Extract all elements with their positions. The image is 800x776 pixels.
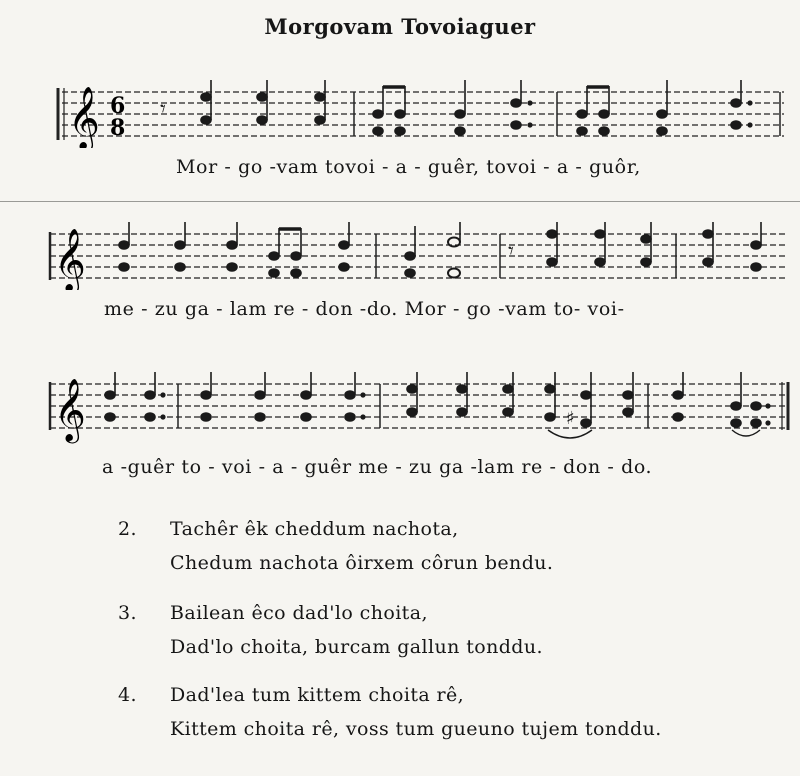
verse-line: Bailean êco dad'lo choita, (170, 602, 428, 624)
time-signature-bottom: 8 (110, 115, 126, 141)
notes-2 (119, 222, 761, 278)
staff-system-3 (0, 372, 800, 452)
lyric-line-2: me - zu ga - lam re - don -do. Mor - go -vam to- voi- (104, 298, 625, 320)
verse-line: Dad'lea tum kittem choita rê, (170, 684, 465, 706)
staff-1 (0, 80, 800, 148)
verse-line: Tachêr êk cheddum nachota, (170, 518, 459, 540)
staff-2 (0, 222, 800, 290)
verse-4 (118, 678, 662, 746)
verse-number: 2. (118, 518, 137, 540)
treble-clef-icon: 𝄞 (54, 228, 86, 290)
verse-line: Dad'lo choita, burcam gallun tonddu. (170, 636, 543, 658)
song-title: Morgovam Tovoiaguer (264, 14, 536, 39)
treble-clef-icon: 𝄞 (68, 86, 100, 148)
staff-system-1 (0, 80, 800, 148)
lyric-line-3: a -guêr to - voi - a - guêr me - zu ga -lam re - don - do. (102, 456, 653, 478)
divider (0, 201, 800, 202)
verse-3 (118, 596, 543, 664)
staff-system-2 (0, 222, 800, 290)
rest-icon: 𝄾 (508, 239, 514, 264)
verse-line: Kittem choita rê, voss tum gueuno tujem tonddu. (170, 718, 662, 740)
verse-number: 4. (118, 684, 137, 706)
lyric-line-1: Mor - go -vam tovoi - a - guêr, tovoi - a - guôr, (176, 156, 641, 178)
notes-1 (160, 80, 752, 135)
treble-clef-icon: 𝄞 (54, 378, 86, 441)
rest-icon: 𝄾 (160, 97, 166, 122)
staff-3 (0, 372, 800, 452)
sharp-icon: ♯ (566, 408, 575, 429)
verse-line: Chedum nachota ôirxem côrun bendu. (170, 552, 554, 574)
verse-number: 3. (118, 602, 137, 624)
time-signature-top: 6 (110, 93, 126, 119)
verse-2 (118, 512, 553, 580)
